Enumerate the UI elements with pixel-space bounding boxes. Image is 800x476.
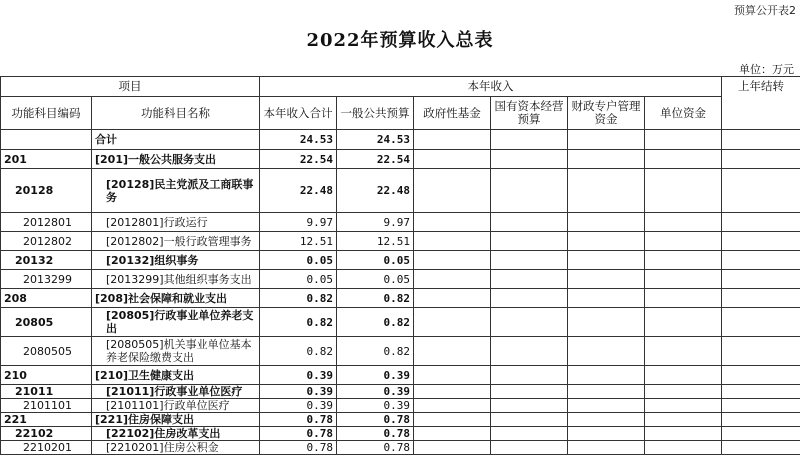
cell-gov-fund bbox=[414, 308, 491, 337]
cell-code: 20805 bbox=[1, 308, 92, 337]
cell-name: [221]住房保障支出 bbox=[92, 413, 260, 427]
cell-unit-fund bbox=[645, 413, 722, 427]
cell-last-year-carry bbox=[722, 251, 800, 270]
cell-unit-fund bbox=[645, 308, 722, 337]
cell-code: 201 bbox=[1, 150, 92, 169]
cell-gov-fund bbox=[414, 385, 491, 399]
cell-code bbox=[1, 130, 92, 150]
cell-last-year-carry bbox=[722, 232, 800, 251]
cell-gov-fund bbox=[414, 427, 491, 441]
cell-unit-fund bbox=[645, 289, 722, 308]
cell-unit-fund bbox=[645, 427, 722, 441]
header-state-capital: 国有资本经营预算 bbox=[491, 97, 568, 130]
cell-unit-fund bbox=[645, 385, 722, 399]
cell-total: 9.97 bbox=[260, 213, 337, 232]
cell-gov-fund bbox=[414, 150, 491, 169]
cell-general: 0.05 bbox=[337, 251, 414, 270]
cell-state-capital bbox=[491, 413, 568, 427]
cell-name: [2013299]其他组织事务支出 bbox=[92, 270, 260, 289]
cell-last-year-carry bbox=[722, 399, 800, 413]
header-general: 一般公共预算 bbox=[337, 97, 414, 130]
cell-general: 0.39 bbox=[337, 366, 414, 385]
cell-general: 0.82 bbox=[337, 337, 414, 366]
cell-special-fiscal bbox=[568, 385, 645, 399]
cell-unit-fund bbox=[645, 441, 722, 455]
cell-gov-fund bbox=[414, 399, 491, 413]
cell-special-fiscal bbox=[568, 289, 645, 308]
cell-last-year-carry bbox=[722, 213, 800, 232]
table-row bbox=[1, 213, 800, 232]
header-gov-fund: 政府性基金 bbox=[414, 97, 491, 130]
header-special-fiscal: 财政专户管理资金 bbox=[568, 97, 645, 130]
budget-income-table bbox=[0, 76, 800, 455]
table-row bbox=[1, 337, 800, 366]
cell-state-capital bbox=[491, 441, 568, 455]
cell-name: [2080505]机关事业单位基本养老保险缴费支出 bbox=[92, 337, 260, 366]
cell-state-capital bbox=[491, 270, 568, 289]
cell-code: 221 bbox=[1, 413, 92, 427]
cell-gov-fund bbox=[414, 130, 491, 150]
cell-total: 0.39 bbox=[260, 385, 337, 399]
cell-code: 22102 bbox=[1, 427, 92, 441]
cell-total: 0.39 bbox=[260, 366, 337, 385]
cell-code: 2012801 bbox=[1, 213, 92, 232]
table-row bbox=[1, 308, 800, 337]
cell-state-capital bbox=[491, 399, 568, 413]
cell-general: 9.97 bbox=[337, 213, 414, 232]
header-name: 功能科目名称 bbox=[92, 97, 260, 130]
cell-name: [208]社会保障和就业支出 bbox=[92, 289, 260, 308]
cell-total: 0.82 bbox=[260, 337, 337, 366]
cell-general: 22.48 bbox=[337, 169, 414, 213]
cell-last-year-carry bbox=[722, 366, 800, 385]
cell-special-fiscal bbox=[568, 130, 645, 150]
cell-special-fiscal bbox=[568, 427, 645, 441]
cell-code: 20128 bbox=[1, 169, 92, 213]
cell-last-year-carry bbox=[722, 337, 800, 366]
table-row bbox=[1, 169, 800, 213]
table-row bbox=[1, 413, 800, 427]
cell-name: [2210201]住房公积金 bbox=[92, 441, 260, 455]
cell-state-capital bbox=[491, 213, 568, 232]
cell-code: 21011 bbox=[1, 385, 92, 399]
cell-code: 2080505 bbox=[1, 337, 92, 366]
cell-name: [20805]行政事业单位养老支出 bbox=[92, 308, 260, 337]
cell-state-capital bbox=[491, 337, 568, 366]
table-row bbox=[1, 427, 800, 441]
cell-unit-fund bbox=[645, 337, 722, 366]
cell-general: 0.82 bbox=[337, 308, 414, 337]
cell-code: 20132 bbox=[1, 251, 92, 270]
cell-special-fiscal bbox=[568, 213, 645, 232]
cell-general: 22.54 bbox=[337, 150, 414, 169]
cell-name: [210]卫生健康支出 bbox=[92, 366, 260, 385]
cell-gov-fund bbox=[414, 251, 491, 270]
cell-last-year-carry bbox=[722, 308, 800, 337]
table-row bbox=[1, 251, 800, 270]
cell-gov-fund bbox=[414, 232, 491, 251]
cell-unit-fund bbox=[645, 169, 722, 213]
table-row bbox=[1, 232, 800, 251]
cell-total: 22.48 bbox=[260, 169, 337, 213]
cell-general: 12.51 bbox=[337, 232, 414, 251]
page-title: 2022年预算收入总表 bbox=[306, 30, 494, 51]
table-number-label: 预算公开表2 bbox=[734, 4, 796, 17]
table-row bbox=[1, 150, 800, 169]
cell-general: 0.82 bbox=[337, 289, 414, 308]
cell-last-year-carry bbox=[722, 289, 800, 308]
table-row bbox=[1, 270, 800, 289]
cell-special-fiscal bbox=[568, 441, 645, 455]
cell-special-fiscal bbox=[568, 251, 645, 270]
table-row bbox=[1, 385, 800, 399]
cell-general: 0.39 bbox=[337, 385, 414, 399]
cell-last-year-carry bbox=[722, 385, 800, 399]
cell-gov-fund bbox=[414, 413, 491, 427]
cell-name: [20128]民主党派及工商联事务 bbox=[92, 169, 260, 213]
cell-unit-fund bbox=[645, 270, 722, 289]
cell-total: 0.39 bbox=[260, 399, 337, 413]
cell-name: [20132]组织事务 bbox=[92, 251, 260, 270]
cell-gov-fund bbox=[414, 270, 491, 289]
cell-code: 2101101 bbox=[1, 399, 92, 413]
cell-last-year-carry bbox=[722, 130, 800, 150]
cell-gov-fund bbox=[414, 366, 491, 385]
table-row bbox=[1, 130, 800, 150]
cell-total: 0.05 bbox=[260, 251, 337, 270]
cell-special-fiscal bbox=[568, 337, 645, 366]
cell-total: 24.53 bbox=[260, 130, 337, 150]
cell-unit-fund bbox=[645, 232, 722, 251]
cell-total: 0.82 bbox=[260, 308, 337, 337]
header-total: 本年收入合计 bbox=[260, 97, 337, 130]
table-row bbox=[1, 289, 800, 308]
cell-special-fiscal bbox=[568, 270, 645, 289]
cell-gov-fund bbox=[414, 289, 491, 308]
cell-name: [201]一般公共服务支出 bbox=[92, 150, 260, 169]
cell-general: 0.39 bbox=[337, 399, 414, 413]
cell-unit-fund bbox=[645, 366, 722, 385]
cell-general: 24.53 bbox=[337, 130, 414, 150]
cell-last-year-carry bbox=[722, 150, 800, 169]
cell-gov-fund bbox=[414, 169, 491, 213]
cell-name: [2012802]一般行政管理事务 bbox=[92, 232, 260, 251]
cell-state-capital bbox=[491, 130, 568, 150]
cell-state-capital bbox=[491, 385, 568, 399]
cell-general: 0.78 bbox=[337, 427, 414, 441]
cell-special-fiscal bbox=[568, 413, 645, 427]
header-code: 功能科目编码 bbox=[1, 97, 92, 130]
cell-state-capital bbox=[491, 308, 568, 337]
cell-total: 0.78 bbox=[260, 413, 337, 427]
cell-special-fiscal bbox=[568, 366, 645, 385]
cell-unit-fund bbox=[645, 130, 722, 150]
cell-code: 2210201 bbox=[1, 441, 92, 455]
cell-unit-fund bbox=[645, 150, 722, 169]
cell-name: [22102]住房改革支出 bbox=[92, 427, 260, 441]
header-unit-fund: 单位资金 bbox=[645, 97, 722, 130]
cell-name: [2101101]行政单位医疗 bbox=[92, 399, 260, 413]
cell-special-fiscal bbox=[568, 169, 645, 213]
cell-total: 0.05 bbox=[260, 270, 337, 289]
cell-unit-fund bbox=[645, 213, 722, 232]
cell-code: 2012802 bbox=[1, 232, 92, 251]
cell-last-year-carry bbox=[722, 427, 800, 441]
cell-special-fiscal bbox=[568, 232, 645, 251]
cell-total: 0.82 bbox=[260, 289, 337, 308]
cell-gov-fund bbox=[414, 337, 491, 366]
cell-unit-fund bbox=[645, 251, 722, 270]
cell-unit-fund bbox=[645, 399, 722, 413]
cell-state-capital bbox=[491, 150, 568, 169]
cell-state-capital bbox=[491, 289, 568, 308]
cell-name: 合计 bbox=[92, 130, 260, 150]
cell-name: [21011]行政事业单位医疗 bbox=[92, 385, 260, 399]
unit-label: 单位：万元 bbox=[739, 63, 794, 76]
cell-state-capital bbox=[491, 169, 568, 213]
cell-state-capital bbox=[491, 427, 568, 441]
cell-special-fiscal bbox=[568, 150, 645, 169]
cell-name: [2012801]行政运行 bbox=[92, 213, 260, 232]
cell-total: 22.54 bbox=[260, 150, 337, 169]
cell-state-capital bbox=[491, 366, 568, 385]
cell-general: 0.78 bbox=[337, 441, 414, 455]
cell-last-year-carry bbox=[722, 413, 800, 427]
cell-code: 2013299 bbox=[1, 270, 92, 289]
cell-general: 0.78 bbox=[337, 413, 414, 427]
cell-total: 0.78 bbox=[260, 427, 337, 441]
cell-special-fiscal bbox=[568, 308, 645, 337]
cell-gov-fund bbox=[414, 441, 491, 455]
cell-state-capital bbox=[491, 232, 568, 251]
cell-gov-fund bbox=[414, 213, 491, 232]
table-row bbox=[1, 441, 800, 455]
cell-last-year-carry bbox=[722, 169, 800, 213]
table-row bbox=[1, 366, 800, 385]
cell-general: 0.05 bbox=[337, 270, 414, 289]
cell-total: 0.78 bbox=[260, 441, 337, 455]
header-project: 项目 bbox=[1, 77, 260, 97]
table-row bbox=[1, 399, 800, 413]
header-last-year-carry: 上年结转 bbox=[722, 77, 800, 130]
cell-last-year-carry bbox=[722, 270, 800, 289]
cell-state-capital bbox=[491, 251, 568, 270]
cell-code: 210 bbox=[1, 366, 92, 385]
cell-last-year-carry bbox=[722, 441, 800, 455]
header-current-year-income: 本年收入 bbox=[260, 77, 722, 97]
cell-total: 12.51 bbox=[260, 232, 337, 251]
cell-code: 208 bbox=[1, 289, 92, 308]
cell-special-fiscal bbox=[568, 399, 645, 413]
